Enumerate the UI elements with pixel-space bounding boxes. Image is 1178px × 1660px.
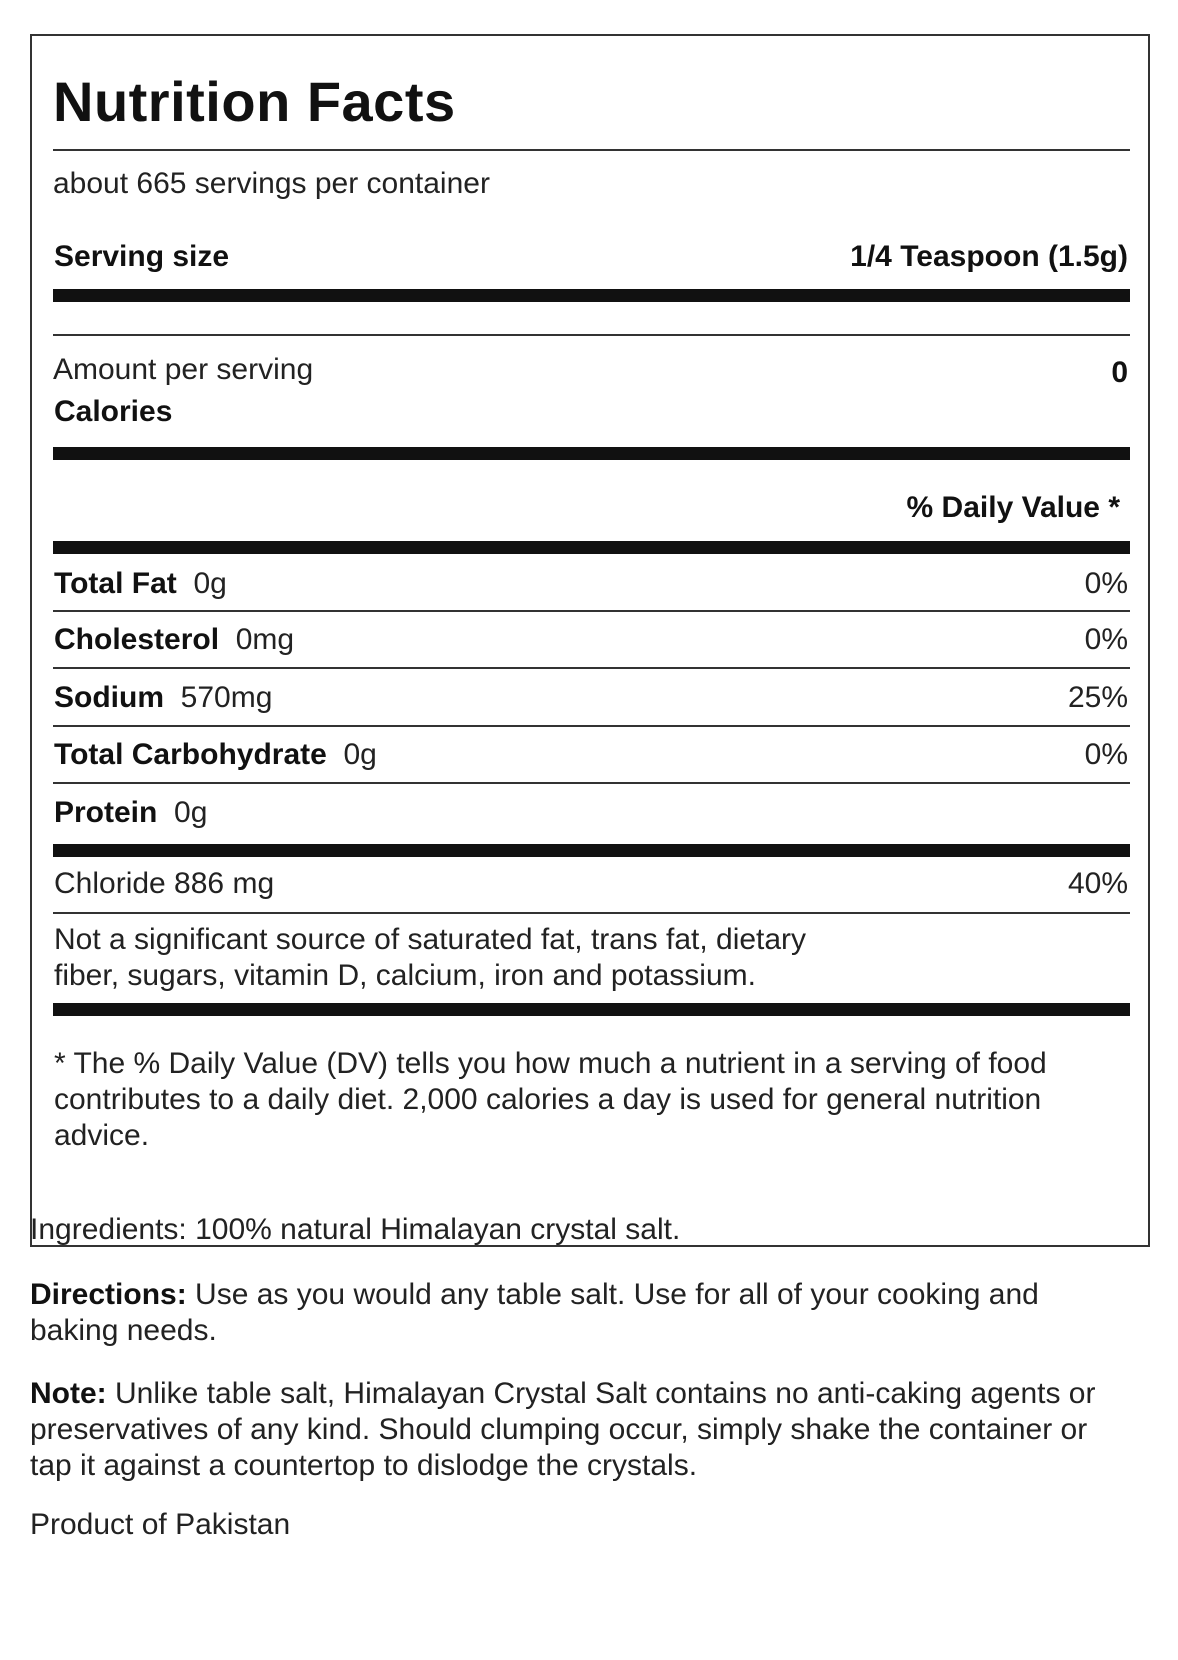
thick-divider: [53, 1003, 1130, 1016]
not-significant-note: Not a significant source of saturated fat, trans fat, dietary fiber, sugars, vitamin D, calcium, iron and potassium.: [54, 923, 807, 992]
nutrient-row-cholesterol: [54, 623, 294, 657]
nutrient-row-protein: [54, 796, 207, 830]
thick-divider: [53, 289, 1130, 302]
note-text: [30, 1376, 1110, 1484]
nutrition-facts-title: Nutrition Facts: [53, 70, 456, 133]
product-origin: Product of Pakistan: [30, 1508, 291, 1541]
note-body: Unlike table salt, Himalayan Crystal Salt contains no anti-caking agents or preservatives of any kind. Should clumping occur, simply shake the container or tap it against a countertop to dislodge the crystals.: [30, 1377, 1096, 1482]
divider: [53, 912, 1130, 914]
directions-body: Use as you would any table salt. Use for all of your cooking and baking needs.: [30, 1278, 1039, 1347]
daily-value-header: % Daily Value *: [906, 491, 1120, 524]
chloride-dv: 40%: [1067, 867, 1128, 900]
divider: [53, 667, 1130, 669]
servings-per-container: about 665 servings per container: [53, 167, 490, 200]
nutrient-amount: 0g: [174, 796, 208, 829]
daily-value-footnote: * The % Daily Value (DV) tells you how much a nutrient in a serving of food contributes to a daily diet. 2,000 calories a day is used for general nutrition advice.: [54, 1047, 1047, 1152]
nutrient-row-total-fat: [54, 567, 227, 601]
thick-divider: [53, 541, 1130, 554]
directions-label: Directions:: [30, 1278, 187, 1311]
serving-size-value: 1/4 Teaspoon (1.5g): [850, 240, 1128, 273]
note-label: Note:: [30, 1377, 107, 1410]
divider: [53, 725, 1130, 727]
nutrient-name: Total Carbohydrate: [54, 738, 327, 771]
calories-value: 0: [1111, 356, 1128, 389]
nutrient-amount: 0g: [193, 567, 227, 600]
nutrient-name: Cholesterol: [54, 623, 220, 656]
nutrient-dv: 25%: [1067, 681, 1128, 714]
thick-divider: [53, 447, 1130, 460]
nutrient-amount: 0g: [343, 738, 377, 771]
divider: [53, 334, 1130, 336]
nutrient-dv: 0%: [1084, 738, 1128, 771]
ingredients-text: Ingredients: 100% natural Himalayan crystal salt.: [30, 1213, 681, 1246]
directions-text: [30, 1277, 1090, 1349]
divider: [53, 610, 1130, 612]
nutrient-name: Protein: [54, 796, 158, 829]
divider: [53, 149, 1130, 151]
calories-label: Calories: [54, 395, 173, 428]
nutrient-name: Sodium: [54, 681, 164, 714]
nutrient-row-total-carbohydrate: [54, 738, 377, 772]
divider: [53, 782, 1130, 784]
amount-per-serving: Amount per serving: [53, 353, 314, 386]
nutrient-amount: 570mg: [180, 681, 273, 714]
chloride-row: Chloride 886 mg: [54, 867, 275, 900]
nutrient-name: Total Fat: [54, 567, 177, 600]
nutrient-dv: 0%: [1084, 623, 1128, 656]
serving-size-label: Serving size: [54, 240, 230, 273]
nutrient-dv: 0%: [1084, 567, 1128, 600]
nutrient-amount: 0mg: [235, 623, 295, 656]
nutrient-row-sodium: [54, 681, 272, 715]
thick-divider: [53, 844, 1130, 857]
nutrition-facts-panel: [30, 34, 1150, 1247]
